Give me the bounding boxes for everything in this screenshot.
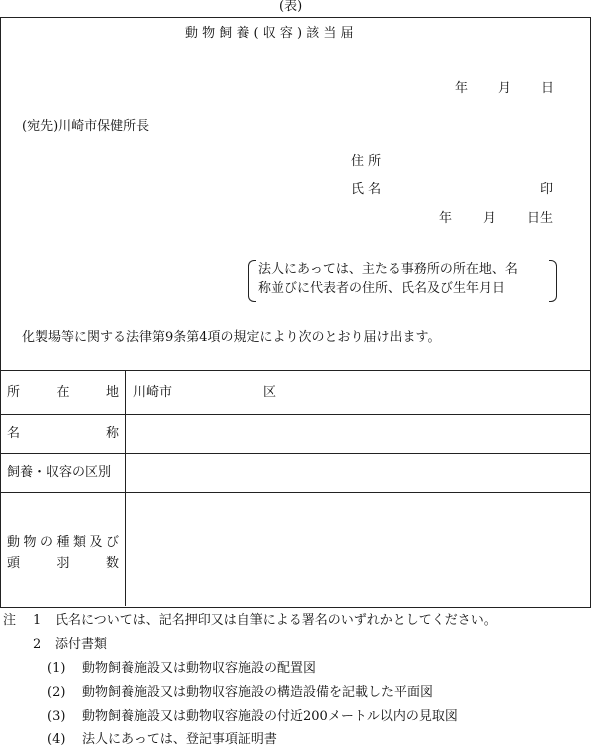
table-top-rule xyxy=(0,370,591,371)
row-rule-3 xyxy=(0,492,591,493)
column-rule xyxy=(125,370,126,606)
statement: 化製場等に関する法律第9条第4項の規定により次のとおり届け出ます。 xyxy=(22,330,441,345)
date-month: 月 xyxy=(498,81,512,96)
attachment-1-text: 動物飼養施設又は動物収容施設の配置図 xyxy=(82,661,317,676)
name-label: 氏 名 xyxy=(351,182,382,197)
birth-day: 日生 xyxy=(527,211,554,226)
attachment-3-number: (3) xyxy=(47,709,66,724)
addressee: (宛先)川崎市保健所長 xyxy=(22,119,150,134)
date-year: 年 xyxy=(455,81,469,96)
animals-label-line1: 動物の種類及び xyxy=(7,535,119,550)
date-day: 日 xyxy=(541,81,555,96)
location-city: 川崎市 xyxy=(133,385,173,400)
name-row-label: 名 称 xyxy=(7,426,119,441)
birth-month: 月 xyxy=(483,211,497,226)
seal-mark: 印 xyxy=(540,182,554,197)
note-2-number: 2 xyxy=(33,637,42,652)
corporate-note-line2: 称並びに代表者の住所、氏名及び生年月日 xyxy=(258,281,506,296)
attachment-2-text: 動物飼養施設又は動物収容施設の構造設備を記載した平面図 xyxy=(82,685,434,700)
page-label: (表) xyxy=(279,0,303,14)
form-frame xyxy=(0,17,591,608)
address-label: 住 所 xyxy=(351,154,382,169)
attachment-2-number: (2) xyxy=(47,685,66,700)
notes-prefix: 注 xyxy=(3,613,17,628)
attachment-4-text: 法人にあっては、登記事項証明書 xyxy=(82,732,277,747)
note-2-text: 添付書類 xyxy=(55,637,108,652)
note-bracket-right xyxy=(549,260,557,302)
attachment-4-number: (4) xyxy=(47,732,66,747)
birth-year: 年 xyxy=(439,211,453,226)
location-label: 所 在 地 xyxy=(7,385,119,400)
row-rule-2 xyxy=(0,453,591,454)
corporate-note-line1: 法人にあっては、主たる事務所の所在地、名 xyxy=(258,262,518,277)
note-1-number: 1 xyxy=(33,613,42,628)
animals-label-line2: 頭 羽 数 xyxy=(7,556,119,571)
note-bracket-left xyxy=(248,260,256,302)
note-1-text: 氏名については、記名押印又は自筆による署名のいずれかとしてください。 xyxy=(55,613,497,628)
row-rule-1 xyxy=(0,414,591,415)
attachment-3-text: 動物飼養施設又は動物収容施設の付近200メートル以内の見取図 xyxy=(82,709,458,724)
attachment-1-number: (1) xyxy=(47,661,66,676)
location-ward: 区 xyxy=(263,385,277,400)
form-title: 動 物 飼 養 ( 収 容 ) 該 当 届 xyxy=(185,26,354,41)
category-label: 飼養・収容の区別 xyxy=(7,465,112,480)
